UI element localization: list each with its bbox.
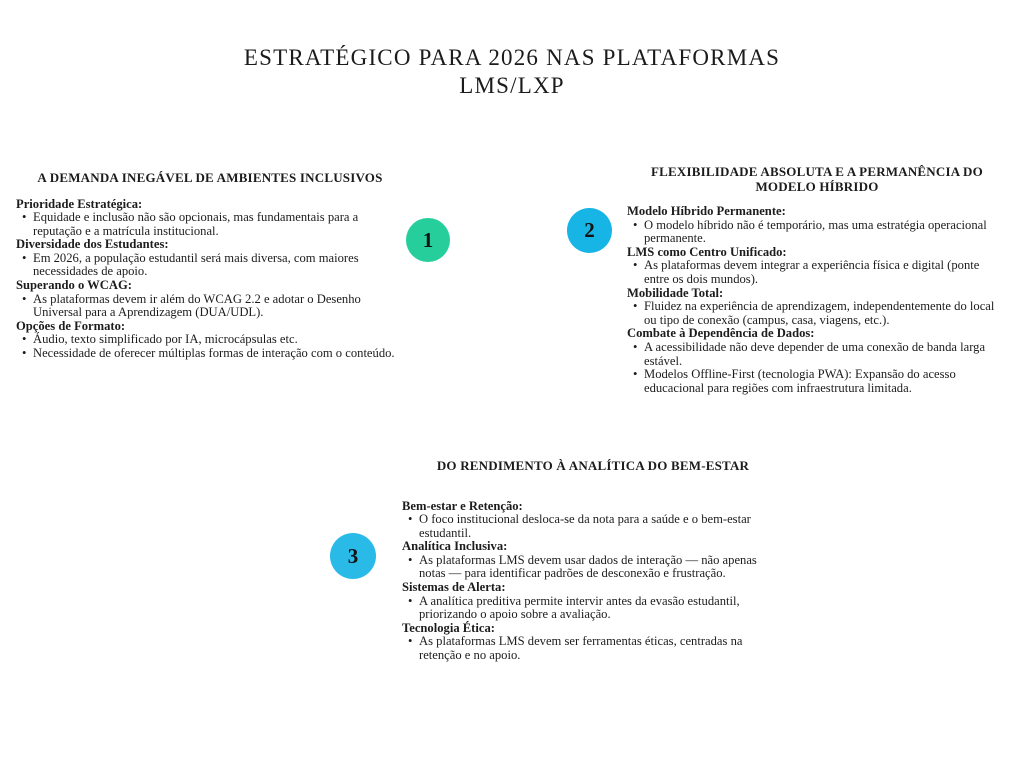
bullet-item: • Modelos Offline-First (tecnologia PWA): Expansão do acesso educacional para regiões com infraestrutura limitada. bbox=[627, 368, 1007, 395]
page-title-line2: LMS/LXP bbox=[459, 73, 565, 98]
group-label: Modelo Híbrido Permanente: bbox=[627, 204, 786, 218]
section-3-body bbox=[402, 500, 784, 663]
group-label: Superando o WCAG: bbox=[16, 278, 132, 293]
bullet-item: • Áudio, texto simplificado por IA, microcápsulas etc. bbox=[16, 333, 404, 347]
group-label: Bem-estar e Retenção: bbox=[402, 498, 523, 513]
group-label: Sistemas de Alerta: bbox=[402, 580, 506, 595]
section-inclusive-environments bbox=[16, 171, 404, 361]
step-badge-2 bbox=[567, 208, 612, 253]
bullet-item: • As plataformas LMS devem usar dados de interação — não apenas notas — para identificar padrões de desconexão e frustração. bbox=[402, 554, 784, 581]
section-hybrid-model bbox=[627, 165, 1007, 395]
section-1-heading: A DEMANDA INEGÁVEL DE AMBIENTES INCLUSIVOS bbox=[37, 170, 383, 185]
section-2-heading: FLEXIBILIDADE ABSOLUTA E A PERMANÊNCIA DO MODELO HÍBRIDO bbox=[651, 164, 983, 194]
bullet-item: • As plataformas devem integrar a experiência física e digital (ponte entre os dois mundos). bbox=[627, 259, 1007, 286]
section-2-body bbox=[627, 205, 1007, 395]
page-title-line1: ESTRATÉGICO PARA 2026 NAS PLATAFORMAS bbox=[243, 45, 781, 70]
step-badge-3-number: 3 bbox=[347, 543, 359, 568]
page-title bbox=[0, 44, 1024, 100]
group-label: Prioridade Estratégica: bbox=[16, 196, 143, 211]
step-badge-3 bbox=[330, 533, 376, 579]
group-label: Combate à Dependência de Dados: bbox=[627, 326, 815, 341]
section-wellbeing-analytics bbox=[402, 459, 784, 663]
section-1-body bbox=[16, 198, 404, 361]
bullet-item: • Em 2026, a população estudantil será mais diversa, com maiores necessidades de apoio. bbox=[16, 252, 404, 279]
bullet-item: • A acessibilidade não deve depender de uma conexão de banda larga estável. bbox=[627, 341, 1007, 368]
group-label: Tecnologia Ética: bbox=[402, 620, 495, 635]
step-badge-1-number: 1 bbox=[422, 227, 434, 252]
bullet-item: • As plataformas devem ir além do WCAG 2.2 e adotar o Desenho Universal para a Aprendizagem (DUA/UDL). bbox=[16, 293, 404, 320]
section-3-heading: DO RENDIMENTO À ANALÍTICA DO BEM-ESTAR bbox=[436, 458, 750, 473]
group-label: Opções de Formato: bbox=[16, 318, 126, 333]
step-badge-1 bbox=[406, 218, 450, 262]
group-label: LMS como Centro Unificado: bbox=[627, 244, 787, 259]
bullet-item: • A analítica preditiva permite intervir antes da evasão estudantil, priorizando o apoio sobre a avaliação. bbox=[402, 595, 784, 622]
bullet-item: • O foco institucional desloca-se da nota para a saúde e o bem-estar estudantil. bbox=[402, 513, 784, 540]
step-badge-2-number: 2 bbox=[584, 218, 595, 242]
bullet-item: • Equidade e inclusão não são opcionais, mas fundamentais para a reputação e a matrícula institucional. bbox=[16, 211, 404, 238]
group-label: Diversidade dos Estudantes: bbox=[16, 237, 169, 252]
bullet-item: • O modelo híbrido não é temporário, mas uma estratégia operacional permanente. bbox=[627, 219, 1007, 246]
group-label: Analítica Inclusiva: bbox=[402, 539, 508, 554]
bullet-item: • As plataformas LMS devem ser ferramentas éticas, centradas na retenção e no apoio. bbox=[402, 635, 784, 662]
bullet-item: • Necessidade de oferecer múltiplas formas de interação com o conteúdo. bbox=[16, 347, 404, 361]
bullet-item: • Fluidez na experiência de aprendizagem, independentemente do local ou tipo de conexão (campus, casa, viagens, etc.). bbox=[627, 300, 1007, 327]
group-label: Mobilidade Total: bbox=[627, 285, 724, 300]
